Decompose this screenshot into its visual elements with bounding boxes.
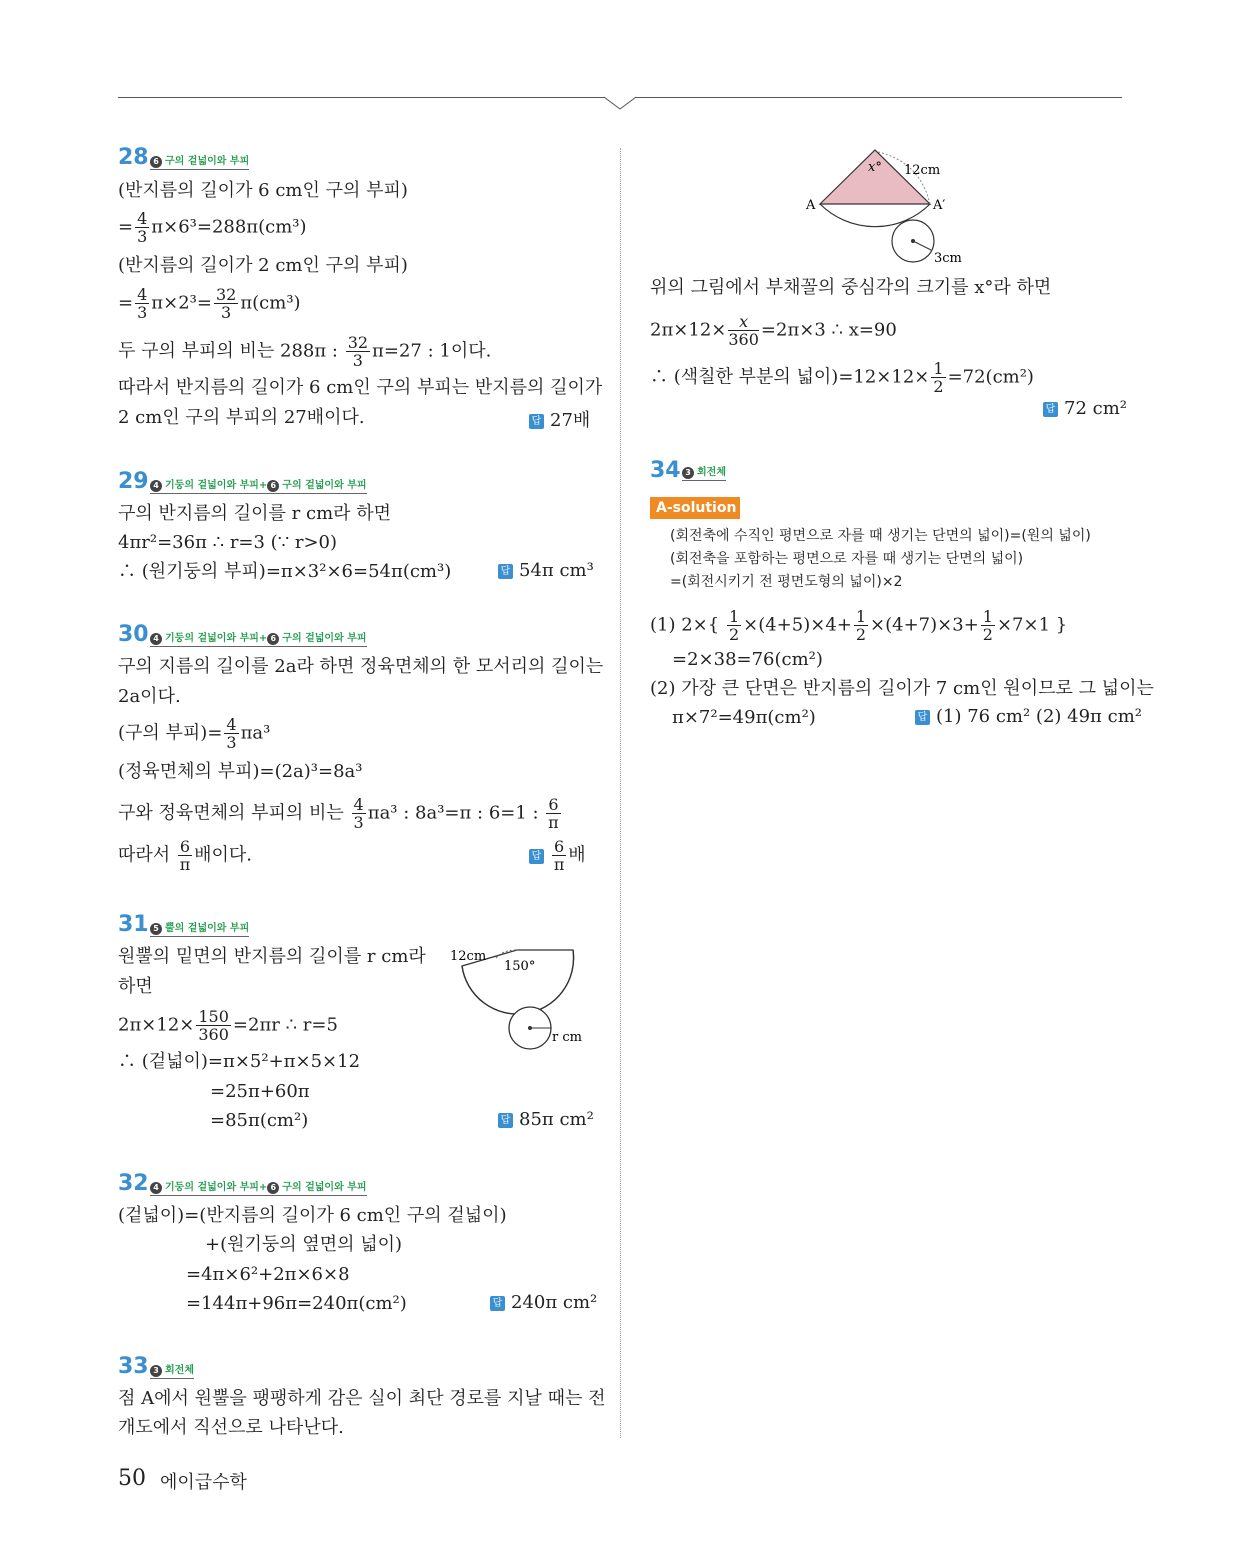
fraction <box>346 334 370 369</box>
solution-note: (회전축을 포함하는 평면으로 자를 때 생기는 단면의 넓이) <box>670 551 1024 567</box>
tag-number-icon: 6 <box>267 1182 279 1194</box>
math-text: 따라서 <box>118 844 176 866</box>
math-text: ×(4+7)×3+ <box>870 614 979 636</box>
answer <box>915 706 1142 727</box>
page-number: 50 <box>118 1466 146 1491</box>
math-text: ×(4+5)×4+ <box>743 614 852 636</box>
point-a-prime-label: A′ <box>933 198 946 213</box>
denominator: 3 <box>352 351 363 370</box>
answer <box>1043 398 1127 419</box>
denominator: 360 <box>198 1025 229 1044</box>
numerator: 4 <box>137 285 148 304</box>
problem-number: 32 <box>118 1171 149 1196</box>
fraction <box>214 286 238 321</box>
numerator: 1 <box>728 607 740 626</box>
numerator: 1 <box>855 607 867 626</box>
text-line: 개도에서 직선으로 나타난다. <box>118 1417 344 1438</box>
tag-plus: + <box>258 1182 268 1193</box>
fraction <box>931 360 945 395</box>
point-a-label: A <box>806 198 816 213</box>
slant-label: 12cm <box>450 949 487 964</box>
answer-value: 72 cm² <box>1064 398 1127 419</box>
fraction <box>546 796 560 831</box>
denominator: 3 <box>353 813 364 832</box>
text-line: 구의 반지름의 길이를 r cm라 하면 <box>118 503 392 524</box>
numerator: x <box>728 313 759 331</box>
fraction <box>352 796 366 831</box>
math-text: ×7×1 } <box>996 614 1068 636</box>
answer <box>498 1109 594 1130</box>
math-text: π(cm³) <box>240 292 301 314</box>
text-line: (반지름의 길이가 6 cm인 구의 부피) <box>118 180 408 201</box>
tag-number-icon: 3 <box>682 467 694 479</box>
answer-icon: 답 <box>529 849 544 864</box>
equation-line: ∴ (겉넓이)=π×5²+π×5×12 <box>118 1051 361 1072</box>
problem-number: 29 <box>118 469 149 494</box>
denominator: 2 <box>933 377 944 396</box>
equation-line <box>118 838 252 873</box>
denominator: 3 <box>226 733 237 752</box>
math-text: π=27 : 1이다. <box>372 340 492 362</box>
equation-line: =4π×6²+2π×6×8 <box>186 1264 350 1285</box>
fraction <box>224 716 238 751</box>
equation-line <box>650 608 1067 643</box>
math-text: =2πr ∴ r=5 <box>232 1014 338 1036</box>
denominator: π <box>179 855 191 874</box>
topic-tag <box>150 629 367 647</box>
equation-line: (정육면체의 부피)=(2a)³=8a³ <box>118 761 363 782</box>
answer-value: (1) 76 cm² (2) 49π cm² <box>936 706 1142 727</box>
equation-line <box>118 334 491 369</box>
topic-tag <box>150 1361 194 1379</box>
text-line: 구의 지름의 길이를 2a라 하면 정육면체의 한 모서리의 길이는 <box>118 656 604 677</box>
text-line: (2) 가장 큰 단면은 반지름의 길이가 7 cm인 원이므로 그 넓이는 <box>650 678 1154 699</box>
tag-number-icon: 6 <box>267 480 279 492</box>
tag-label: 구의 겉넓이와 부피 <box>165 156 250 167</box>
numerator: 6 <box>179 837 191 856</box>
text-line: 따라서 반지름의 길이가 6 cm인 구의 부피는 반지름의 길이가 <box>118 377 603 398</box>
topic-tag <box>682 463 726 481</box>
answer-icon: 답 <box>498 1113 513 1128</box>
angle-label: x° <box>868 160 882 175</box>
tag-label: 구의 겉넓이와 부피 <box>282 1182 367 1193</box>
text-line: 하면 <box>118 976 153 997</box>
numerator: 150 <box>198 1007 229 1026</box>
fraction <box>981 608 995 643</box>
equation-line: ∴ (원기둥의 부피)=π×3²×6=54π(cm³) <box>118 561 452 582</box>
fraction <box>178 838 192 873</box>
answer-icon: 답 <box>1043 402 1058 417</box>
fraction <box>854 608 868 643</box>
equation-line <box>118 796 563 831</box>
tag-label: 회전체 <box>697 467 726 478</box>
denominator: 3 <box>221 303 232 322</box>
answer <box>529 838 586 873</box>
tag-number-icon: 4 <box>150 633 162 645</box>
math-text: 배이다. <box>194 844 252 866</box>
column-separator <box>620 148 621 1438</box>
math-text: π×2³= <box>151 292 212 314</box>
numerator: 1 <box>933 359 944 378</box>
problem-number: 28 <box>118 145 149 170</box>
answer-icon: 답 <box>498 564 513 579</box>
math-text: 2π×12× <box>118 1014 195 1036</box>
math-text: 2π×12× <box>650 319 727 341</box>
equation-line: =2×38=76(cm²) <box>672 649 823 670</box>
denominator: π <box>553 855 565 874</box>
tag-number-icon: 6 <box>267 633 279 645</box>
math-text: = <box>118 216 134 238</box>
fraction <box>135 210 149 245</box>
numerator: 1 <box>982 607 993 626</box>
problem-number: 34 <box>650 458 681 483</box>
angle-label: 150° <box>504 959 536 974</box>
math-text: πa³ : 8a³=π : 6=1 : <box>367 802 545 824</box>
tag-label: 기둥의 겉넓이와 부피 <box>165 1182 259 1193</box>
equation-line: =85π(cm²) <box>210 1110 309 1131</box>
header-notch <box>604 96 636 110</box>
fraction <box>728 313 759 348</box>
text-line: 2a이다. <box>118 686 181 707</box>
text-line: 2 cm인 구의 부피의 27배이다. <box>118 407 365 428</box>
problem-number: 30 <box>118 622 149 647</box>
equation-line: 4πr²=36π ∴ r=3 (∵ r>0) <box>118 532 338 553</box>
tag-number-icon: 4 <box>150 480 162 492</box>
equation-line <box>650 313 897 348</box>
text-line: 점 A에서 원뿔을 팽팽하게 감은 실이 최단 경로를 지날 때는 전 <box>118 1388 606 1409</box>
equation-line <box>118 716 270 751</box>
fraction <box>135 286 149 321</box>
equation-line: =25π+60π <box>210 1081 310 1102</box>
topic-tag <box>150 919 249 937</box>
answer-icon: 답 <box>490 1296 505 1311</box>
math-text: ∴ (색칠한 부분의 넓이)=12×12× <box>650 366 930 388</box>
answer-value: 54π cm³ <box>519 560 594 581</box>
math-text: =2π×3 ∴ x=90 <box>760 319 897 341</box>
denominator: π <box>548 813 559 832</box>
tag-label: 기둥의 겉넓이와 부피 <box>165 480 259 491</box>
text-line: 원뿔의 밑면의 반지름의 길이를 r cm라 <box>118 946 426 967</box>
fraction <box>196 1008 231 1043</box>
denominator: 3 <box>137 303 148 322</box>
topic-tag <box>150 1178 367 1196</box>
denominator: 2 <box>982 625 993 644</box>
tag-label: 구의 겉넓이와 부피 <box>282 480 367 491</box>
solution-note: (회전축에 수직인 평면으로 자를 때 생기는 단면의 넓이)=(원의 넓이) <box>670 528 1091 544</box>
answer-icon: 답 <box>529 414 544 429</box>
denominator: 360 <box>728 330 759 349</box>
answer-value: 27배 <box>550 410 591 431</box>
tag-number-icon: 6 <box>150 156 162 168</box>
numerator: 32 <box>347 333 369 352</box>
slant-label: 12cm <box>904 163 941 178</box>
answer <box>529 406 590 432</box>
tag-plus: + <box>258 480 268 491</box>
equation-line: +(원기둥의 옆면의 넓이) <box>205 1234 403 1255</box>
denominator: 2 <box>855 625 867 644</box>
fraction <box>552 838 566 873</box>
numerator: 4 <box>353 795 364 814</box>
answer-icon: 답 <box>915 710 930 725</box>
radius-label: r cm <box>552 1030 582 1045</box>
equation-line: (겉넓이)=(반지름의 길이가 6 cm인 구의 겉넓이) <box>118 1205 507 1226</box>
numerator: 4 <box>137 209 148 228</box>
tag-label: 회전체 <box>165 1365 194 1376</box>
math-text: = <box>118 292 134 314</box>
equation-line: π×7²=49π(cm²) <box>672 707 816 728</box>
tag-number-icon: 5 <box>150 923 162 935</box>
tag-plus: + <box>258 633 268 644</box>
numerator: 6 <box>548 795 559 814</box>
text-line: 위의 그림에서 부채꼴의 중심각의 크기를 x°라 하면 <box>650 277 1052 298</box>
problem-33-header <box>118 1355 149 1380</box>
topic-tag <box>150 476 367 494</box>
math-text: (1) 2×{ <box>650 614 725 636</box>
denominator: 3 <box>137 227 148 246</box>
problem-32-header <box>118 1172 149 1197</box>
equation-line <box>118 210 307 245</box>
cone-net-figure <box>440 940 600 1060</box>
math-text: (구의 부피)= <box>118 722 223 744</box>
fraction <box>727 608 741 643</box>
answer <box>498 560 594 581</box>
math-text: =72(cm²) <box>947 366 1034 388</box>
equation-line <box>650 360 1034 395</box>
tag-number-icon: 4 <box>150 1182 162 1194</box>
answer-value: 240π cm² <box>511 1292 598 1313</box>
answer <box>490 1292 597 1313</box>
problem-28-header <box>118 146 149 171</box>
solution-note: =(회전시키기 전 평면도형의 넓이)×2 <box>670 574 903 590</box>
problem-30-header <box>118 623 149 648</box>
answer-value: 배 <box>568 844 586 866</box>
problem-31-header <box>118 913 149 938</box>
tag-label: 기둥의 겉넓이와 부피 <box>165 633 259 644</box>
cone-net-figure-33 <box>800 140 980 270</box>
problem-34-header <box>650 459 681 484</box>
equation-line <box>118 286 301 321</box>
math-text: 구와 정육면체의 부피의 비는 <box>118 802 350 824</box>
tag-label: 구의 겉넓이와 부피 <box>282 633 367 644</box>
math-text: π×6³=288π(cm³) <box>151 216 307 238</box>
problem-number: 31 <box>118 912 149 937</box>
numerator: 6 <box>554 837 565 856</box>
equation-line: =144π+96π=240π(cm²) <box>186 1293 407 1314</box>
book-title: 에이급수학 <box>160 1472 247 1493</box>
tag-label: 뿔의 겉넓이와 부피 <box>165 923 250 934</box>
denominator: 2 <box>728 625 740 644</box>
math-text: 두 구의 부피의 비는 288π : <box>118 340 344 362</box>
math-text: πa³ <box>240 722 271 744</box>
numerator: 32 <box>215 285 237 304</box>
topic-tag <box>150 152 249 170</box>
answer-value: 85π cm² <box>519 1109 594 1130</box>
problem-29-header <box>118 470 149 495</box>
problem-number: 33 <box>118 1354 149 1379</box>
tag-number-icon: 3 <box>150 1365 162 1377</box>
equation-line <box>118 1008 338 1043</box>
numerator: 4 <box>226 715 237 734</box>
text-line: (반지름의 길이가 2 cm인 구의 부피) <box>118 255 408 276</box>
radius-label: 3cm <box>934 251 962 266</box>
a-solution-badge: A-solution <box>650 497 740 519</box>
